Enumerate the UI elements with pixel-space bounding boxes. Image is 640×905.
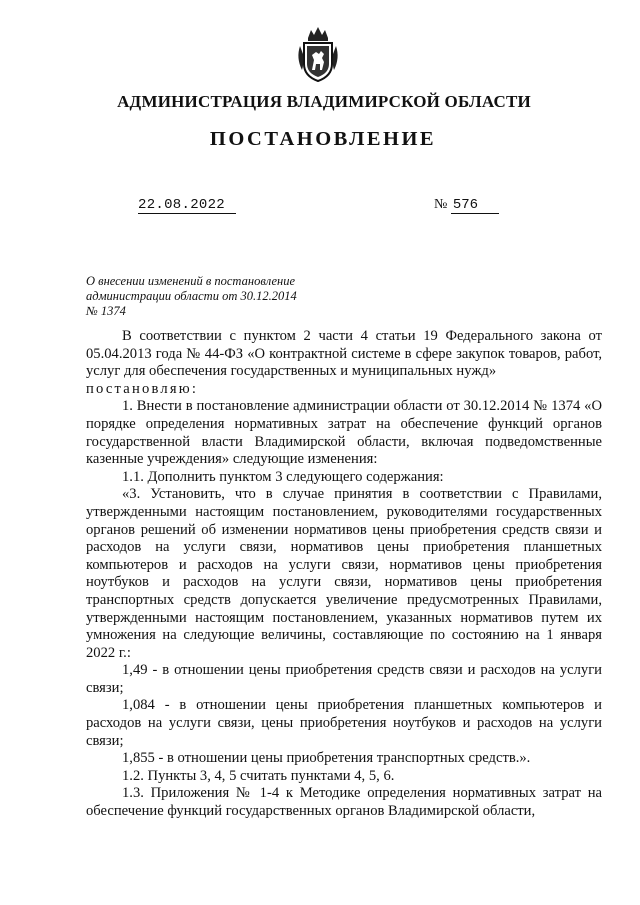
paragraph-1-3: 1.3. Приложения № 1-4 к Методике определения нормативных затрат на обеспечение функций государственных органов Владимирской области,: [86, 785, 602, 820]
paragraph-1: 1. Внести в постановление администрации области от 30.12.2014 № 1374 «О порядке определения нормативных затрат на обеспечение функций органов государственной власти Владимирской области, включая подведомственные казенные учреждения» следующие изменения:: [86, 398, 602, 468]
number-value: 576: [451, 197, 499, 214]
organization-title: АДМИНИСТРАЦИЯ ВЛАДИМИРСКОЙ ОБЛАСТИ: [117, 92, 531, 111]
paragraph-1-2: 1.2. Пункты 3, 4, 5 считать пунктами 4, 5, 6.: [122, 767, 395, 784]
document-number: [434, 197, 499, 214]
preamble-paragraph: В соответствии с пунктом 2 части 4 статьи 19 Федерального закона от 05.04.2013 года № 44-ФЗ «О контрактной системе в сфере закупок товаров, работ, услуг для обеспечения государственных и муниципальных нужд»: [86, 328, 602, 380]
subject-line: администрации области от 30.12.2014: [86, 289, 297, 303]
resolve-word: постановляю:: [86, 380, 199, 397]
coefficient-2: 1,084 - в отношении цены приобретения планшетных компьютеров и расходов на услуги связи, цены приобретения ноутбуков и расходов на услуги связи;: [86, 697, 602, 749]
coat-of-arms-icon: [294, 24, 342, 84]
subject-line: О внесении изменений в постановление: [86, 274, 296, 288]
coefficient-3: 1,855 - в отношении цены приобретения транспортных средств.».: [122, 750, 531, 767]
subject-line: № 1374: [86, 304, 126, 318]
coefficient-1: 1,49 - в отношении цены приобретения средств связи и расходов на услуги связи;: [86, 662, 602, 696]
paragraph-3-text: «3. Установить, что в случае принятия в соответствии с Правилами, утвержденными настоящим постановлением, руководителями государственных органов решений об изменении нормативов цены приобретения средств связи и расходов на услуги связи, нормативов цены приобретения планшетных компьютеров и расходов на услуги связи, нормативов цены приобретения ноутбуков и расходов на услуги связи, нормативов цены приобретения транспортных средств допускается увеличение предусмотренных Правилами, утвержденными настоящим постановлением, указанных нормативов путем их умножения на следующие величины, составляющие по состоянию на 1 января 2022 г.:: [86, 486, 602, 661]
subject-block: [86, 274, 326, 319]
document-date: 22.08.2022: [138, 197, 236, 214]
document-type: ПОСТАНОВЛЕНИЕ: [209, 128, 437, 150]
paragraph-1-1: 1.1. Дополнить пунктом 3 следующего содержания:: [122, 468, 444, 485]
number-prefix: №: [434, 197, 448, 212]
document-body: [86, 328, 602, 821]
